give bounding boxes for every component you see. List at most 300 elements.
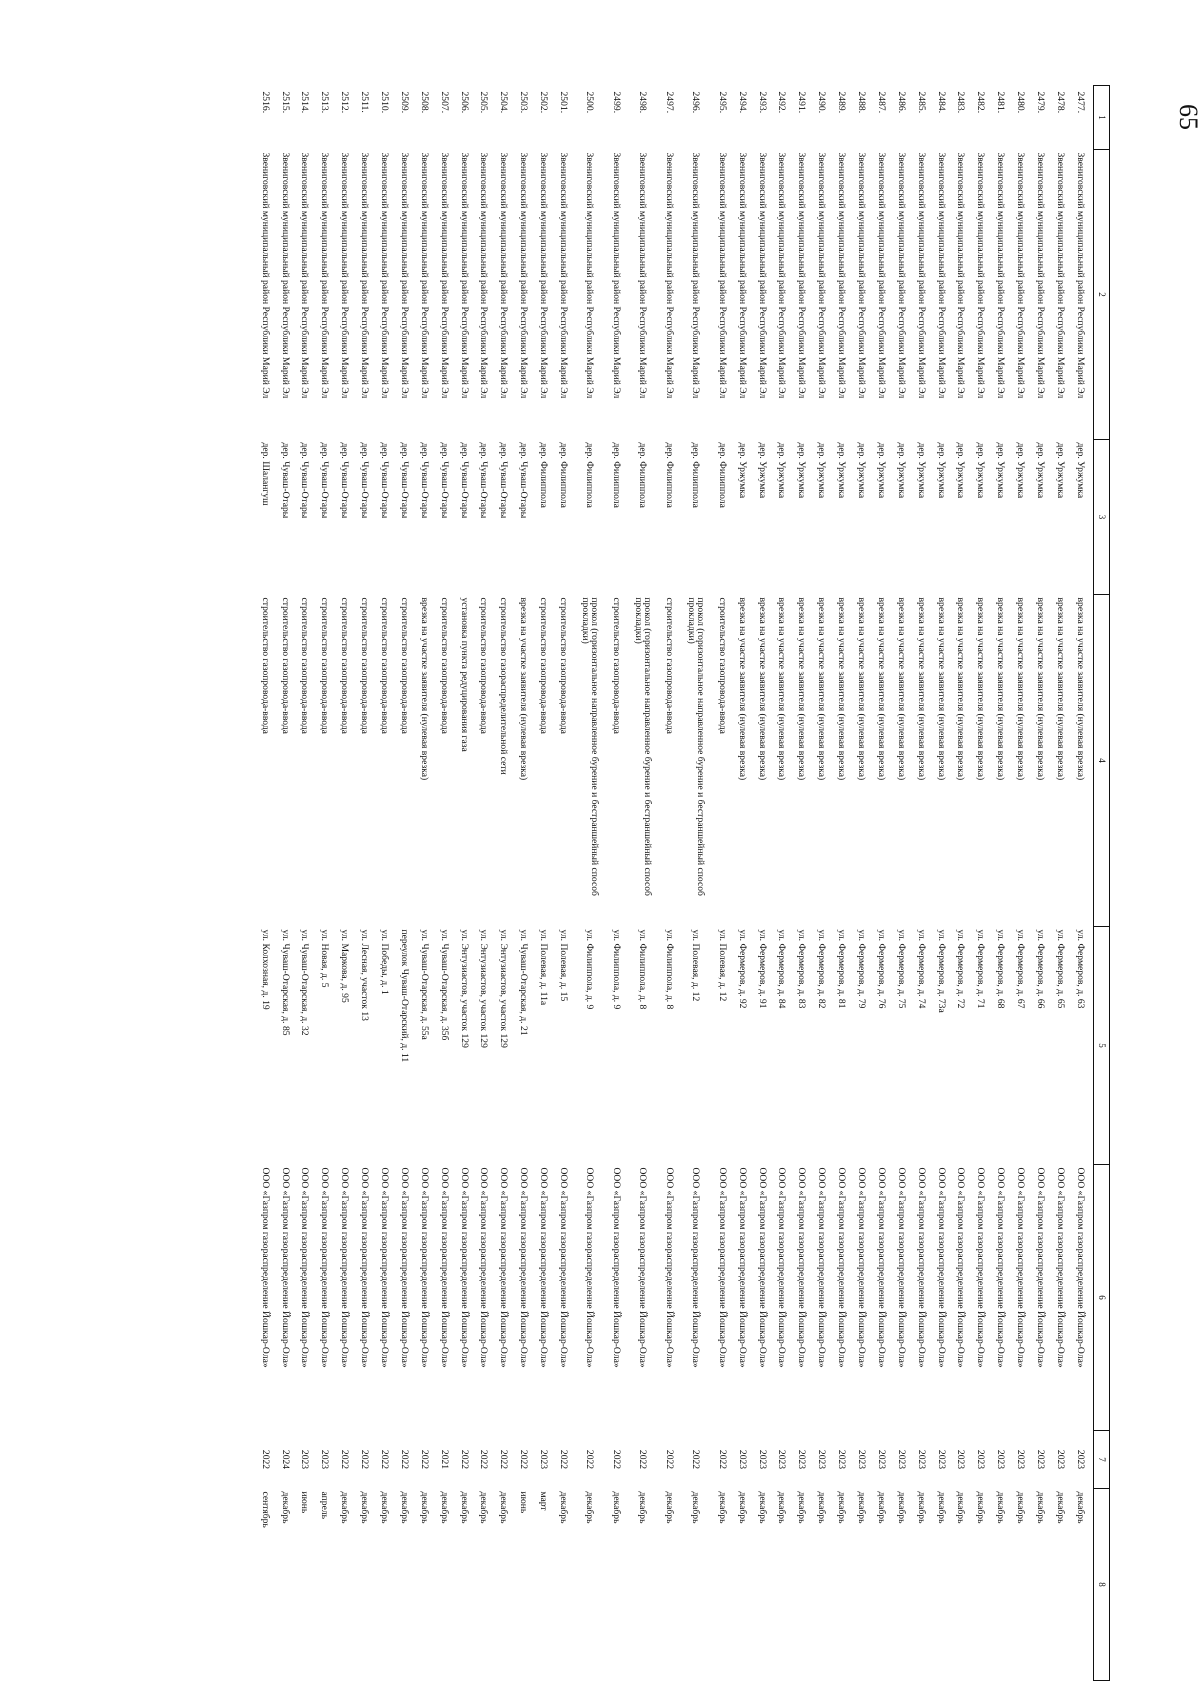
year-cell: 2023 (756, 1449, 768, 1470)
district-cell: Звениговский муниципальный район Республики Марий Эл (1034, 152, 1046, 399)
work-type-cell: строительство газопровода-ввода (379, 597, 391, 734)
work-type-cell: врезка на участке заявителя (нулевая врезка) (1015, 597, 1027, 781)
row-number-cell: 2479. (1034, 91, 1046, 114)
work-type-cell: строительство газопровода-ввода (398, 597, 410, 734)
organization-cell: ООО «Газпром газораспределение Йошкар-Ола» (299, 1167, 311, 1368)
row-number-cell: 2516. (259, 91, 271, 114)
settlement-cell: дер. Чуваш-Отары (478, 442, 490, 519)
year-cell: 2023 (855, 1449, 867, 1470)
organization-cell: ООО «Газпром газораспределение Йошкар-Ола» (610, 1167, 622, 1368)
district-cell: Звениговский муниципальный район Республики Марий Эл (935, 152, 947, 399)
district-cell: Звениговский муниципальный район Республики Марий Эл (339, 152, 351, 399)
settlement-cell: дер. Уржумка (895, 442, 907, 499)
year-cell: 2022 (359, 1449, 371, 1470)
year-cell: 2023 (995, 1449, 1007, 1470)
month-cell: сентябрь (259, 1491, 271, 1528)
row-number-cell: 2499. (610, 91, 622, 114)
month-cell: декабрь (935, 1491, 947, 1524)
address-cell: ул. Фермеров, д. 83 (796, 929, 808, 1009)
work-type-cell: строительство газопровода-ввода (610, 597, 622, 734)
month-cell: июнь (518, 1491, 530, 1514)
work-type-cell: строительство газопровода-ввода (259, 597, 271, 734)
settlement-cell: дер. Филиппола (663, 442, 675, 508)
work-type-cell: врезка на участке заявителя (нулевая врезка) (756, 597, 768, 781)
month-cell: декабрь (438, 1491, 450, 1524)
district-cell: Звениговский муниципальный район Республики Марий Эл (637, 152, 649, 399)
settlement-cell: дер. Уржумка (995, 442, 1007, 499)
table-row (991, 86, 1011, 1681)
organization-cell: ООО «Газпром газораспределение Йошкар-Ола» (518, 1167, 530, 1368)
table-row (1070, 86, 1093, 1681)
settlement-cell: дер. Чуваш-Отары (438, 442, 450, 519)
settlement-cell: дер. Филиппола (610, 442, 622, 508)
address-cell: ул. Полевая, д. 15 (558, 929, 570, 1002)
year-cell: 2022 (478, 1449, 490, 1470)
address-cell: ул. Фермеров, д. 63 (1074, 929, 1086, 1009)
address-cell: ул. Фермеров, д. 66 (1034, 929, 1046, 1009)
column-header: 2 (1094, 150, 1110, 440)
month-cell: декабрь (584, 1491, 596, 1524)
row-number-cell: 2483. (955, 91, 967, 114)
year-cell: 2023 (915, 1449, 927, 1470)
district-cell: Звениговский муниципальный район Республики Марий Эл (756, 152, 768, 399)
row-number-cell: 2496. (690, 91, 702, 114)
row-number-cell: 2480. (1015, 91, 1027, 114)
settlement-cell: дер. Уржумка (1074, 442, 1086, 499)
table-row (534, 86, 554, 1681)
year-cell: 2023 (816, 1449, 828, 1470)
row-number-cell: 2494. (736, 91, 748, 114)
month-cell: декабрь (736, 1491, 748, 1524)
settlement-cell: дер. Уржумка (816, 442, 828, 499)
column-header: 6 (1094, 1165, 1110, 1431)
work-type-cell: строительство газораспределительной сети (498, 597, 510, 775)
address-cell: ул. Энтузиастов, участок 129 (478, 929, 490, 1048)
settlement-cell: дер. Чуваш-Отары (299, 442, 311, 519)
row-number-cell: 2500. (584, 91, 596, 114)
organization-cell: ООО «Газпром газораспределение Йошкар-Ола» (955, 1167, 967, 1368)
month-cell: декабрь (1074, 1491, 1086, 1524)
settlement-cell: дер. Чуваш-Отары (359, 442, 371, 519)
address-cell: ул. Филиппола, д. 9 (584, 929, 596, 1010)
organization-cell: ООО «Газпром газораспределение Йошкар-Ола» (816, 1167, 828, 1368)
district-cell: Звениговский муниципальный район Республики Марий Эл (584, 152, 596, 399)
row-number-cell: 2512. (339, 91, 351, 114)
row-number-cell: 2493. (756, 91, 768, 114)
settlement-cell: дер. Чуваш-Отары (498, 442, 510, 519)
table-row (971, 86, 991, 1681)
district-cell: Звениговский муниципальный район Республики Марий Эл (359, 152, 371, 399)
district-cell: Звениговский муниципальный район Республики Марий Эл (955, 152, 967, 399)
address-cell: ул. Фермеров, д. 74 (915, 929, 927, 1009)
row-number-cell: 2482. (975, 91, 987, 114)
table-row (626, 86, 659, 1681)
table-row (553, 86, 573, 1681)
header-row (1094, 86, 1110, 1681)
row-number-cell: 2514. (299, 91, 311, 114)
work-type-cell: установка пункта редуцирования газа (458, 597, 470, 752)
work-type-cell: строительство газопровода-ввода (538, 597, 550, 734)
settlement-cell: дер. Уржумка (975, 442, 987, 499)
row-number-cell: 2484. (935, 91, 947, 114)
organization-cell: ООО «Газпром газораспределение Йошкар-Ола» (1054, 1167, 1066, 1368)
year-cell: 2023 (796, 1449, 808, 1470)
district-cell: Звениговский муниципальный район Республики Марий Эл (319, 152, 331, 399)
work-type-cell: прокол (горизонтальное направленное бурение и бестраншейный способ прокладки) (632, 597, 654, 896)
table-row (573, 86, 606, 1681)
organization-cell: ООО «Газпром газораспределение Йошкар-Ола» (895, 1167, 907, 1368)
settlement-cell: дер. Чуваш-Отары (339, 442, 351, 519)
table-row (812, 86, 832, 1681)
work-type-cell: врезка на участке заявителя (нулевая врезка) (836, 597, 848, 781)
address-cell: ул. Фермеров, д. 82 (816, 929, 828, 1009)
year-cell: 2022 (716, 1449, 728, 1470)
work-type-cell: строительство газопровода-ввода (339, 597, 351, 734)
address-cell: ул. Чуваш-Отарская, д. 35б (438, 929, 450, 1041)
work-type-cell: врезка на участке заявителя (нулевая врезка) (776, 597, 788, 781)
organization-cell: ООО «Газпром газораспределение Йошкар-Ола» (915, 1167, 927, 1368)
year-cell: 2023 (1074, 1449, 1086, 1470)
year-cell: 2023 (319, 1449, 331, 1470)
district-cell: Звениговский муниципальный район Республики Марий Эл (518, 152, 530, 399)
table-row (335, 86, 355, 1681)
district-cell: Звениговский муниципальный район Республики Марий Эл (995, 152, 1007, 399)
table-row (514, 86, 534, 1681)
month-cell: декабрь (359, 1491, 371, 1524)
table-row (871, 86, 891, 1681)
table-row (315, 86, 335, 1681)
row-number-cell: 2481. (995, 91, 1007, 114)
address-cell: ул. Филиппола, д. 8 (663, 929, 675, 1010)
district-cell: Звениговский муниципальный район Республики Марий Эл (299, 152, 311, 399)
month-cell: декабрь (458, 1491, 470, 1524)
settlement-cell: дер. Филиппола (584, 442, 596, 508)
table-row (931, 86, 951, 1681)
row-number-cell: 2489. (836, 91, 848, 114)
row-number-cell: 2497. (663, 91, 675, 114)
year-cell: 2022 (498, 1449, 510, 1470)
settlement-cell: дер. Уржумка (736, 442, 748, 499)
address-cell: ул. Полевая, д. 11а (538, 929, 550, 1006)
district-cell: Звениговский муниципальный район Республики Марий Эл (438, 152, 450, 399)
organization-cell: ООО «Газпром газораспределение Йошкар-Ола» (359, 1167, 371, 1368)
work-type-cell: врезка на участке заявителя (нулевая врезка) (915, 597, 927, 781)
work-type-cell: врезка на участке заявителя (нулевая врезка) (935, 597, 947, 781)
table-row (911, 86, 931, 1681)
month-cell: декабрь (398, 1491, 410, 1524)
address-cell: ул. Лесная, участок 13 (359, 929, 371, 1021)
district-cell: Звениговский муниципальный район Республики Марий Эл (259, 152, 271, 399)
district-cell: Звениговский муниципальный район Республики Марий Эл (875, 152, 887, 399)
year-cell: 2023 (1054, 1449, 1066, 1470)
district-cell: Звениговский муниципальный район Республики Марий Эл (895, 152, 907, 399)
table-row (659, 86, 679, 1681)
page-number: 65 (1174, 104, 1203, 130)
organization-cell: ООО «Газпром газораспределение Йошкар-Ола» (637, 1167, 649, 1368)
year-cell: 2023 (776, 1449, 788, 1470)
month-cell: декабрь (796, 1491, 808, 1524)
year-cell: 2023 (935, 1449, 947, 1470)
month-cell: декабрь (1034, 1491, 1046, 1524)
table-row (679, 86, 712, 1681)
organization-cell: ООО «Газпром газораспределение Йошкар-Ола» (690, 1167, 702, 1368)
row-number-cell: 2477. (1074, 91, 1086, 114)
row-number-cell: 2506. (458, 91, 470, 114)
year-cell: 2023 (975, 1449, 987, 1470)
address-cell: ул. Фермеров, д. 92 (736, 929, 748, 1009)
organization-cell: ООО «Газпром газораспределение Йошкар-Ола» (478, 1167, 490, 1368)
month-cell: декабрь (995, 1491, 1007, 1524)
table-row (1050, 86, 1070, 1681)
table-row (772, 86, 792, 1681)
table-row (434, 86, 454, 1681)
table-row (494, 86, 514, 1681)
organization-cell: ООО «Газпром газораспределение Йошкар-Ола» (418, 1167, 430, 1368)
organization-cell: ООО «Газпром газораспределение Йошкар-Ола» (279, 1167, 291, 1368)
month-cell: декабрь (379, 1491, 391, 1524)
organization-cell: ООО «Газпром газораспределение Йошкар-Ола» (379, 1167, 391, 1368)
work-type-cell: врезка на участке заявителя (нулевая врезка) (736, 597, 748, 781)
organization-cell: ООО «Газпром газораспределение Йошкар-Ола» (1034, 1167, 1046, 1368)
row-number-cell: 2504. (498, 91, 510, 114)
row-number-cell: 2485. (915, 91, 927, 114)
year-cell: 2022 (518, 1449, 530, 1470)
row-number-cell: 2515. (279, 91, 291, 114)
settlement-cell: дер. Чуваш-Отары (398, 442, 410, 519)
work-type-cell: врезка на участке заявителя (нулевая врезка) (875, 597, 887, 781)
month-cell: декабрь (558, 1491, 570, 1524)
settlement-cell: дер. Уржумка (1034, 442, 1046, 499)
month-cell: декабрь (875, 1491, 887, 1524)
district-cell: Звениговский муниципальный район Республики Марий Эл (610, 152, 622, 399)
organization-cell: ООО «Газпром газораспределение Йошкар-Ола» (836, 1167, 848, 1368)
address-cell: ул. Фермеров, д. 67 (1015, 929, 1027, 1009)
table-row (454, 86, 474, 1681)
row-number-cell: 2508. (418, 91, 430, 114)
settlement-cell: дер. Чуваш-Отары (458, 442, 470, 519)
year-cell: 2023 (836, 1449, 848, 1470)
address-cell: ул. Колхозная, д. 19 (259, 929, 271, 1010)
work-type-cell: строительство газопровода-ввода (478, 597, 490, 734)
organization-cell: ООО «Газпром газораспределение Йошкар-Ола» (736, 1167, 748, 1368)
district-cell: Звениговский муниципальный район Республики Марий Эл (538, 152, 550, 399)
district-cell: Звениговский муниципальный район Республики Марий Эл (458, 152, 470, 399)
year-cell: 2023 (1015, 1449, 1027, 1470)
settlement-cell: дер. Чуваш-Отары (418, 442, 430, 519)
table-row (394, 86, 414, 1681)
district-cell: Звениговский муниципальный район Республики Марий Эл (776, 152, 788, 399)
settlement-cell: дер. Уржумка (1015, 442, 1027, 499)
row-number-cell: 2487. (875, 91, 887, 114)
district-cell: Звениговский муниципальный район Республики Марий Эл (379, 152, 391, 399)
settlement-cell: дер. Уржумка (1054, 442, 1066, 499)
settlement-cell: дер. Уржумка (855, 442, 867, 499)
year-cell: 2023 (299, 1449, 311, 1470)
settlement-cell: дер. Чуваш-Отары (518, 442, 530, 519)
organization-cell: ООО «Газпром газораспределение Йошкар-Ола» (1074, 1167, 1086, 1368)
address-cell: ул. Чуваш-Отарская, д. 55а (418, 929, 430, 1040)
month-cell: июнь (299, 1491, 311, 1514)
work-type-cell: строительство газопровода-ввода (359, 597, 371, 734)
rotated-table-page (105, 85, 1110, 1680)
work-type-cell: строительство газопровода-ввода (299, 597, 311, 734)
year-cell: 2022 (339, 1449, 351, 1470)
table-row (275, 86, 295, 1681)
month-cell: декабрь (776, 1491, 788, 1524)
month-cell: декабрь (418, 1491, 430, 1524)
organization-cell: ООО «Газпром газораспределение Йошкар-Ола» (458, 1167, 470, 1368)
settlement-cell: дер. Уржумка (776, 442, 788, 499)
address-cell: ул. Чуваш-Отарская, д. 21 (518, 929, 530, 1036)
work-type-cell: врезка на участке заявителя (нулевая врезка) (518, 597, 530, 781)
address-cell: ул. Маркова, д. 95 (339, 929, 351, 1003)
month-cell: декабрь (716, 1491, 728, 1524)
settlement-cell: дер. Уржумка (915, 442, 927, 499)
organization-cell: ООО «Газпром газораспределение Йошкар-Ола» (259, 1167, 271, 1368)
district-cell: Звениговский муниципальный район Республики Марий Эл (418, 152, 430, 399)
district-cell: Звениговский муниципальный район Республики Марий Эл (1015, 152, 1027, 399)
work-type-cell: врезка на участке заявителя (нулевая врезка) (955, 597, 967, 781)
organization-cell: ООО «Газпром газораспределение Йошкар-Ола» (398, 1167, 410, 1368)
month-cell: декабрь (663, 1491, 675, 1524)
work-type-cell: прокол (горизонтальное направленное бурение и бестраншейный способ прокладки) (685, 597, 706, 896)
year-cell: 2023 (538, 1449, 550, 1470)
address-cell: ул. Чуваш-Отарская, д. 85 (279, 929, 291, 1036)
address-cell: переулок Чуваш-Отарский, д. 11 (398, 929, 410, 1063)
month-cell: декабрь (478, 1491, 490, 1524)
work-type-cell: врезка на участке заявителя (нулевая врезка) (1034, 597, 1046, 781)
work-type-cell: врезка на участке заявителя (нулевая врезка) (418, 597, 430, 781)
address-cell: ул. Фермеров, д. 75 (895, 929, 907, 1009)
column-header: 3 (1094, 440, 1110, 595)
district-cell: Звениговский муниципальный район Республики Марий Эл (279, 152, 291, 399)
year-cell: 2022 (663, 1449, 675, 1470)
organization-cell: ООО «Газпром газораспределение Йошкар-Ола» (776, 1167, 788, 1368)
column-header: 5 (1094, 927, 1110, 1165)
settlement-cell: дер. Уржумка (935, 442, 947, 499)
row-number-cell: 2491. (796, 91, 808, 114)
address-cell: ул. Фермеров, д. 81 (836, 929, 848, 1009)
table-row (414, 86, 434, 1681)
address-cell: ул. Фермеров, д. 71 (975, 929, 987, 1009)
row-number-cell: 2490. (816, 91, 828, 114)
table-row (792, 86, 812, 1681)
row-number-cell: 2495. (716, 91, 728, 114)
district-cell: Звениговский муниципальный район Республики Марий Эл (975, 152, 987, 399)
work-type-cell: строительство газопровода-ввода (438, 597, 450, 734)
settlement-cell: дер. Уржумка (756, 442, 768, 499)
work-type-cell: врезка на участке заявителя (нулевая врезка) (975, 597, 987, 781)
organization-cell: ООО «Газпром газораспределение Йошкар-Ола» (796, 1167, 808, 1368)
work-type-cell: строительство газопровода-ввода (319, 597, 331, 734)
year-cell: 2022 (418, 1449, 430, 1470)
row-number-cell: 2492. (776, 91, 788, 114)
column-header: 7 (1094, 1431, 1110, 1489)
table-row (831, 86, 851, 1681)
row-number-cell: 2509. (398, 91, 410, 114)
address-cell: ул. Энтузиастов, участок 129 (458, 929, 470, 1048)
settlement-cell: дер. Филиппола (690, 442, 702, 508)
address-cell: ул. Филиппола, д. 9 (610, 929, 622, 1010)
address-cell: ул. Победы, д. 1 (379, 929, 391, 995)
year-cell: 2022 (558, 1449, 570, 1470)
organization-cell: ООО «Газпром газораспределение Йошкар-Ола» (975, 1167, 987, 1368)
organization-cell: ООО «Газпром газораспределение Йошкар-Ола» (538, 1167, 550, 1368)
table-row (712, 86, 732, 1681)
address-cell: ул. Филиппола, д. 8 (637, 929, 649, 1010)
column-header: 8 (1094, 1489, 1110, 1681)
year-cell: 2023 (955, 1449, 967, 1470)
address-cell: ул. Фермеров, д. 91 (756, 929, 768, 1009)
work-type-cell: врезка на участке заявителя (нулевая врезка) (895, 597, 907, 781)
work-type-cell: строительство газопровода-ввода (716, 597, 728, 734)
month-cell: март (538, 1491, 550, 1511)
month-cell: декабрь (955, 1491, 967, 1524)
year-cell: 2023 (1034, 1449, 1046, 1470)
address-cell: ул. Фермеров, д. 73а (935, 929, 947, 1013)
address-cell: ул. Фермеров, д. 79 (855, 929, 867, 1009)
year-cell: 2022 (398, 1449, 410, 1470)
organization-cell: ООО «Газпром газораспределение Йошкар-Ола» (875, 1167, 887, 1368)
district-cell: Звениговский муниципальный район Республики Марий Эл (663, 152, 675, 399)
year-cell: 2022 (690, 1449, 702, 1470)
month-cell: декабрь (610, 1491, 622, 1524)
table-row (606, 86, 626, 1681)
organization-cell: ООО «Газпром газораспределение Йошкар-Ола» (935, 1167, 947, 1368)
month-cell: декабрь (498, 1491, 510, 1524)
year-cell: 2021 (438, 1449, 450, 1470)
address-cell: ул. Фермеров, д. 68 (995, 929, 1007, 1009)
year-cell: 2022 (584, 1449, 596, 1470)
year-cell: 2024 (279, 1449, 291, 1470)
work-type-cell: врезка на участке заявителя (нулевая врезка) (1054, 597, 1066, 781)
district-cell: Звениговский муниципальный район Республики Марий Эл (915, 152, 927, 399)
month-cell: декабрь (690, 1491, 702, 1524)
table-row (1030, 86, 1050, 1681)
month-cell: декабрь (836, 1491, 848, 1524)
row-number-cell: 2502. (538, 91, 550, 114)
district-cell: Звениговский муниципальный район Республики Марий Эл (716, 152, 728, 399)
table-row (374, 86, 394, 1681)
work-type-cell: врезка на участке заявителя (нулевая врезка) (816, 597, 828, 781)
address-cell: ул. Энтузиастов, участок 129 (498, 929, 510, 1048)
row-number-cell: 2486. (895, 91, 907, 114)
district-cell: Звениговский муниципальный район Республики Марий Эл (690, 152, 702, 399)
address-cell: ул. Фермеров, д. 72 (955, 929, 967, 1009)
column-header: 1 (1094, 86, 1110, 150)
month-cell: декабрь (637, 1491, 649, 1524)
month-cell: декабрь (895, 1491, 907, 1524)
month-cell: апрель (319, 1491, 331, 1519)
district-cell: Звениговский муниципальный район Республики Марий Эл (1054, 152, 1066, 399)
work-type-cell: врезка на участке заявителя (нулевая врезка) (1074, 597, 1086, 781)
work-type-cell: строительство газопровода-ввода (663, 597, 675, 734)
district-cell: Звениговский муниципальный район Республики Марий Эл (855, 152, 867, 399)
table-row (355, 86, 375, 1681)
gasification-table (255, 85, 1110, 1681)
address-cell: ул. Полевая, д. 12 (690, 929, 702, 1002)
address-cell: ул. Новая, д. 5 (319, 929, 331, 988)
table-header (1094, 86, 1110, 1681)
table-row (295, 86, 315, 1681)
table-row (474, 86, 494, 1681)
settlement-cell: дер. Уржумка (796, 442, 808, 499)
district-cell: Звениговский муниципальный район Республики Марий Эл (1074, 152, 1086, 399)
organization-cell: ООО «Газпром газораспределение Йошкар-Ола» (855, 1167, 867, 1368)
settlement-cell: дер. Филиппола (716, 442, 728, 508)
row-number-cell: 2511. (359, 91, 371, 113)
month-cell: декабрь (756, 1491, 768, 1524)
